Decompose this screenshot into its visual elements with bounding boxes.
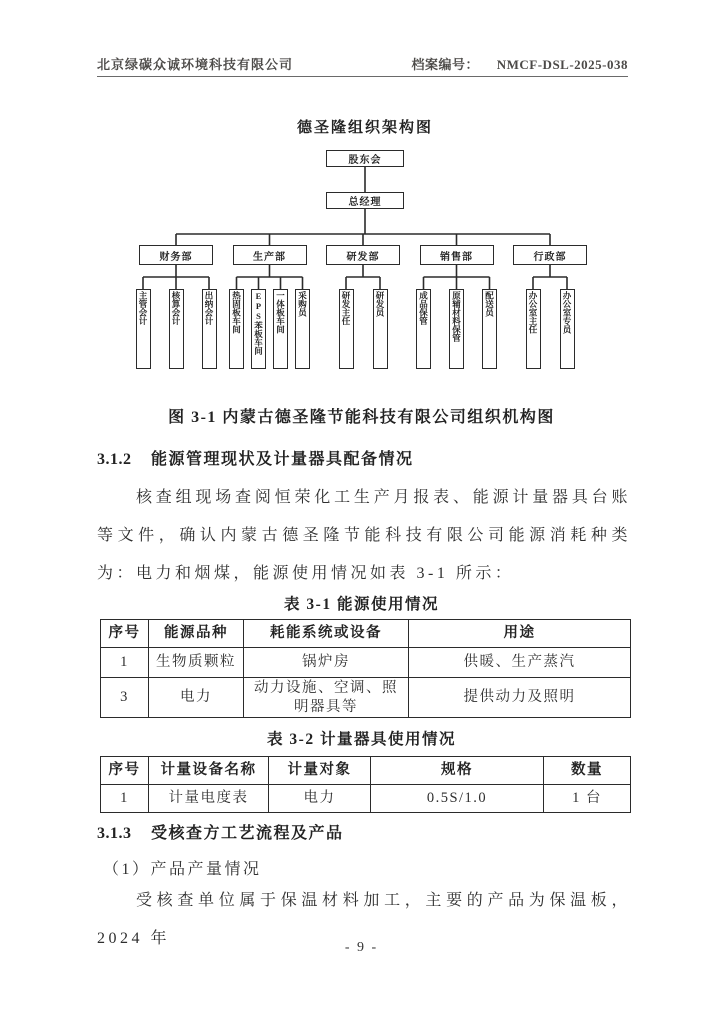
org-box-leaf: EPS苯板车间 [251, 289, 266, 369]
column-header: 计量对象 [269, 757, 371, 785]
company-name: 北京绿碳众诚环境科技有限公司 [97, 57, 294, 72]
table-row [101, 678, 631, 718]
column-header: 计量设备名称 [149, 757, 269, 785]
archive-number-field [411, 54, 628, 73]
metering-devices-table [100, 756, 631, 813]
org-box-leaf: 办公室主任 [526, 289, 541, 369]
org-box-dept: 行政部 [513, 245, 587, 265]
org-box-leaf: 配送员 [482, 289, 497, 369]
table-cell: 锅炉房 [244, 648, 409, 678]
column-header: 规格 [371, 757, 544, 785]
table-row [101, 785, 631, 813]
column-header: 能源品种 [149, 620, 244, 648]
energy-usage-table [100, 619, 631, 718]
org-box-dept: 财务部 [139, 245, 213, 265]
table-header-row [101, 620, 631, 648]
table2-caption: 表 3-2 计量器具使用情况 [267, 731, 456, 748]
page-number: - 9 - [344, 940, 379, 955]
org-box-leaf: 主管会计 [136, 289, 151, 369]
org-box-manager: 总经理 [326, 192, 404, 209]
table-cell: 生物质颗粒 [149, 648, 244, 678]
page-header [97, 48, 628, 77]
org-chart [95, 112, 635, 404]
org-box-dept: 生产部 [233, 245, 307, 265]
section-title: 受核查方工艺流程及产品 [151, 825, 344, 842]
table-cell: 3 [101, 678, 149, 718]
org-box-leaf: 采购员 [295, 289, 310, 369]
table-cell: 1 台 [544, 785, 631, 813]
table1-caption: 表 3-1 能源使用情况 [284, 596, 439, 613]
column-header: 耗能系统或设备 [244, 620, 409, 648]
figure-caption: 图 3-1 内蒙古德圣隆节能科技有限公司组织机构图 [168, 409, 555, 426]
table-cell: 1 [101, 648, 149, 678]
org-box-dept: 研发部 [326, 245, 400, 265]
org-box-dept: 销售部 [420, 245, 494, 265]
section-heading-313 [97, 820, 344, 843]
table-cell: 计量电度表 [149, 785, 269, 813]
list-item-product: （1）产品产量情况 [103, 861, 262, 878]
paragraph-energy: 核查组现场查阅恒荣化工生产月报表、能源计量器具台账等文件，确认内蒙古德圣隆节能科技有限公司能源消耗种类为：电力和烟煤，能源使用情况如表 3-1 所示： [97, 489, 631, 582]
table-cell: 电力 [269, 785, 371, 813]
org-chart-title: 德圣隆组织架构图 [296, 120, 433, 136]
column-header: 数量 [544, 757, 631, 785]
section-number: 3.1.2 [97, 451, 132, 468]
org-box-leaf: 成品保管 [416, 289, 431, 369]
table-cell: 供暖、生产蒸汽 [409, 648, 631, 678]
org-box-leaf: 核算会计 [169, 289, 184, 369]
org-box-leaf: 出纳会计 [202, 289, 217, 369]
column-header: 用途 [409, 620, 631, 648]
archive-number: NMCF-DSL-2025-038 [496, 57, 628, 72]
column-header: 序号 [101, 757, 149, 785]
section-number: 3.1.3 [97, 825, 132, 842]
table-cell: 动力设施、空调、照明器具等 [244, 678, 409, 718]
archive-label: 档案编号： [411, 57, 479, 72]
org-box-leaf: 办公室专员 [560, 289, 575, 369]
section-heading-312 [97, 446, 414, 469]
table-cell: 1 [101, 785, 149, 813]
org-box-root: 股东会 [326, 150, 404, 167]
table-cell: 电力 [149, 678, 244, 718]
column-header: 序号 [101, 620, 149, 648]
paragraph-product: 受核查单位属于保温材料加工，主要的产品为保温板，2024 年 [97, 892, 631, 947]
table-row [101, 648, 631, 678]
org-box-leaf: 一体板车间 [273, 289, 288, 369]
org-box-leaf: 原辅材料保管 [449, 289, 464, 369]
org-box-leaf: 研发主任 [339, 289, 354, 369]
org-box-leaf: 热固板车间 [229, 289, 244, 369]
section-title: 能源管理现状及计量器具配备情况 [151, 451, 414, 468]
org-box-leaf: 研发员 [373, 289, 388, 369]
table-cell: 0.5S/1.0 [371, 785, 544, 813]
table-header-row [101, 757, 631, 785]
table-cell: 提供动力及照明 [409, 678, 631, 718]
